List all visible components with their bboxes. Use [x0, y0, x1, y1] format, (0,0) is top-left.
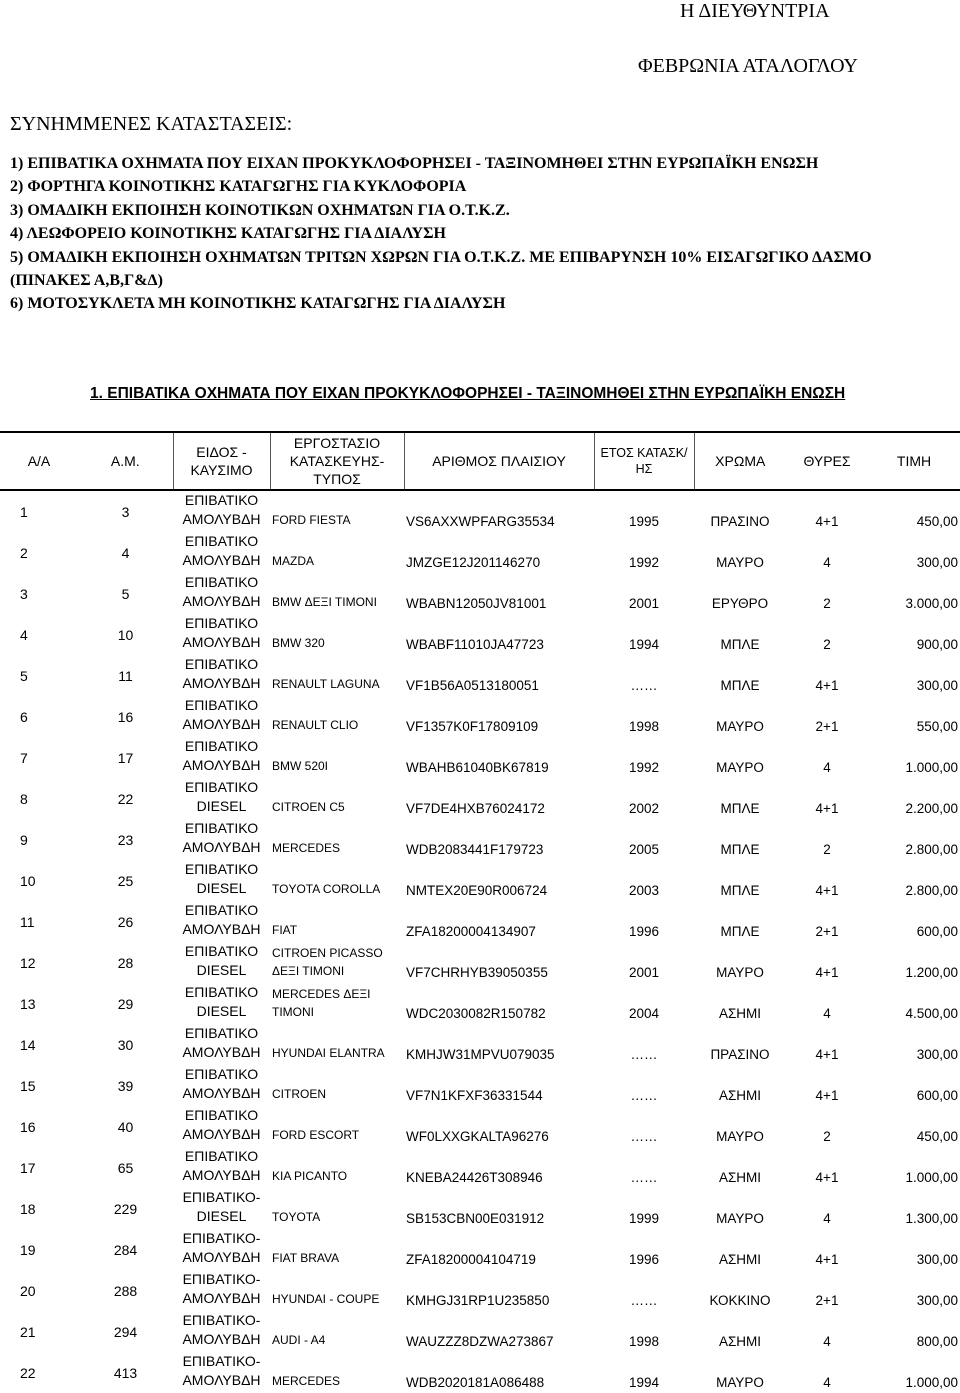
cell-fuel — [173, 901, 270, 942]
cell-price: 1.300,00 — [905, 1211, 958, 1226]
cell-doors: 4 — [823, 555, 831, 570]
cell-am: 10 — [117, 626, 134, 643]
fuel-kind: ΑΜΟΛΥΒΔΗ — [182, 1126, 261, 1142]
fuel-kind: ΑΜΟΛΥΒΔΗ — [182, 1372, 261, 1388]
fuel-kind: ΑΜΟΛΥΒΔΗ — [182, 1331, 261, 1347]
cell-color: ΜΑΥΡΟ — [716, 1375, 764, 1390]
cell-fuel — [173, 737, 270, 778]
cell-vin: WAUZZZ8DZWA273867 — [406, 1334, 554, 1349]
table-row — [0, 1270, 960, 1311]
cell-doors: 4 — [823, 1375, 831, 1390]
cell-make: BMW 520I — [272, 759, 329, 773]
cell-make: MERCEDES — [272, 841, 341, 855]
fuel-type: ΕΠΙΒΑΤΙΚΟ — [184, 492, 259, 508]
cell-price: 600,00 — [916, 1088, 958, 1103]
fuel-type: ΕΠΙΒΑΤΙΚΟ- — [182, 1271, 261, 1287]
cell-doors: 4 — [823, 1334, 831, 1349]
cell-price: 300,00 — [916, 555, 958, 570]
cell-vin: JMZGE12J201146270 — [406, 555, 541, 570]
cell-price: 2.800,00 — [905, 883, 958, 898]
cell-vin: ZFA18200004104719 — [406, 1252, 536, 1267]
fuel-kind: DIESEL — [196, 1003, 247, 1019]
cell-vin: VF1357K0F17809109 — [406, 719, 539, 734]
table-row — [0, 942, 960, 983]
cell-am: 284 — [113, 1241, 138, 1258]
cell-make: HYUNDAI ELANTRA — [272, 1046, 385, 1060]
cell-price: 800,00 — [916, 1334, 958, 1349]
cell-make: CITROEN PICASSO ΔΕΞΙ ΤΙΜΟΝΙ — [272, 946, 383, 978]
cell-price: 2.800,00 — [905, 842, 958, 857]
cell-make: HYUNDAI - COUPE — [272, 1292, 380, 1306]
cell-vin: VS6AXXWPFARG35534 — [406, 514, 555, 529]
cell-aa: 16 — [20, 1118, 36, 1135]
fuel-type: ΕΠΙΒΑΤΙΚΟ — [184, 1107, 259, 1123]
table-row — [0, 983, 960, 1024]
header-make: ΕΡΓΟΣΤΑΣΙΟ ΚΑΤΑΣΚΕΥΗΣ- ΤΥΠΟΣ — [270, 432, 404, 490]
cell-aa: 15 — [20, 1077, 36, 1094]
header-fuel: ΕΙΔΟΣ - ΚΑΥΣΙΜΟ — [173, 432, 270, 490]
signature-title: Η ΔΙΕΥΘΥΝΤΡΙΑ — [680, 0, 830, 22]
cell-price: 300,00 — [916, 1252, 958, 1267]
fuel-kind: ΑΜΟΛΥΒΔΗ — [182, 634, 261, 650]
cell-aa: 22 — [20, 1364, 36, 1381]
cell-year: 2003 — [628, 883, 660, 898]
cell-am: 23 — [117, 831, 134, 848]
fuel-type: ΕΠΙΒΑΤΙΚΟ — [184, 533, 259, 549]
cell-make: CITROEN — [272, 1087, 326, 1101]
cell-year: …… — [630, 1088, 658, 1103]
cell-make: BMW ΔΕΞΙ ΤΙΜΟΝΙ — [272, 595, 377, 609]
cell-price: 3.000,00 — [905, 596, 958, 611]
attachment-item: 3) ΟΜΑΔΙΚΗ ΕΚΠΟΙΗΣΗ ΚΟΙΝΟΤΙΚΩΝ ΟΧΗΜΑΤΩΝ ΓΙΑ Ο.Τ.Κ.Ζ. — [10, 201, 510, 219]
cell-color: ΠΡΑΣΙΝΟ — [710, 514, 770, 529]
cell-fuel — [173, 490, 270, 532]
cell-doors: 4+1 — [815, 801, 839, 816]
cell-make: MERCEDES ΔΕΞΙ ΤΙΜΟΝΙ — [272, 987, 371, 1019]
cell-doors: 2+1 — [815, 719, 839, 734]
table-row — [0, 1352, 960, 1393]
cell-aa: 8 — [20, 790, 28, 807]
cell-make: RENAULT CLIO — [272, 718, 359, 732]
cell-make: TOYOTA COROLLA — [272, 882, 381, 896]
cell-fuel — [173, 942, 270, 983]
fuel-kind: ΑΜΟΛΥΒΔΗ — [182, 1044, 261, 1060]
cell-color: ΜΠΛΕ — [720, 883, 760, 898]
cell-aa: 20 — [20, 1282, 36, 1299]
cell-aa: 19 — [20, 1241, 36, 1258]
cell-vin: VF7DE4HXB76024172 — [406, 801, 545, 816]
cell-doors: 4+1 — [815, 1088, 839, 1103]
cell-fuel — [173, 1024, 270, 1065]
cell-year: 1994 — [628, 1375, 660, 1390]
table-row — [0, 1024, 960, 1065]
cell-color: ΜΑΥΡΟ — [716, 965, 764, 980]
fuel-type: ΕΠΙΒΑΤΙΚΟ — [184, 1025, 259, 1041]
cell-am: 229 — [113, 1200, 138, 1217]
cell-color: ΜΑΥΡΟ — [716, 1211, 764, 1226]
cell-color: ΜΑΥΡΟ — [716, 1129, 764, 1144]
cell-doors: 4 — [823, 1006, 831, 1021]
table-body — [0, 490, 960, 1393]
cell-make: FORD ESCORT — [272, 1128, 360, 1142]
fuel-kind: ΑΜΟΛΥΒΔΗ — [182, 1290, 261, 1306]
cell-make: TOYOTA — [272, 1210, 321, 1224]
cell-fuel — [173, 819, 270, 860]
cell-color: ΜΠΛΕ — [720, 924, 760, 939]
cell-year: 1999 — [628, 1211, 660, 1226]
cell-aa: 13 — [20, 995, 36, 1012]
cell-am: 40 — [117, 1118, 134, 1135]
cell-color: ΑΣΗΜΙ — [718, 1006, 762, 1021]
cell-price: 4.500,00 — [905, 1006, 958, 1021]
cell-make: RENAULT LAGUNA — [272, 677, 380, 691]
cell-year: 1992 — [628, 555, 660, 570]
cell-aa: 3 — [20, 585, 28, 602]
cell-aa: 4 — [20, 626, 28, 643]
cell-aa: 5 — [20, 667, 28, 684]
cell-vin: WBABN12050JV81001 — [406, 596, 547, 611]
cell-aa: 7 — [20, 749, 28, 766]
cell-year: 1996 — [628, 924, 660, 939]
cell-price: 300,00 — [916, 1047, 958, 1062]
cell-am: 39 — [117, 1077, 134, 1094]
cell-fuel — [173, 655, 270, 696]
cell-year: 2002 — [628, 801, 660, 816]
table-row — [0, 1147, 960, 1188]
table-row — [0, 614, 960, 655]
cell-aa: 12 — [20, 954, 36, 971]
cell-make: KIA PICANTO — [272, 1169, 348, 1183]
fuel-kind: DIESEL — [196, 962, 247, 978]
cell-year: 1998 — [628, 1334, 660, 1349]
attachments-list — [10, 152, 950, 316]
cell-fuel — [173, 860, 270, 901]
fuel-kind: ΑΜΟΛΥΒΔΗ — [182, 921, 261, 937]
table-row — [0, 860, 960, 901]
cell-am: 413 — [113, 1364, 138, 1381]
cell-doors: 4+1 — [815, 883, 839, 898]
cell-fuel — [173, 778, 270, 819]
cell-vin: WF0LXXGKALTA96276 — [406, 1129, 549, 1144]
fuel-type: ΕΠΙΒΑΤΙΚΟ — [184, 861, 259, 877]
fuel-kind: ΑΜΟΛΥΒΔΗ — [182, 1085, 261, 1101]
cell-doors: 4+1 — [815, 678, 839, 693]
fuel-type: ΕΠΙΒΑΤΙΚΟ — [184, 656, 259, 672]
cell-color: ΜΠΛΕ — [720, 842, 760, 857]
fuel-kind: ΑΜΟΛΥΒΔΗ — [182, 511, 261, 527]
cell-color: ΑΣΗΜΙ — [718, 1088, 762, 1103]
cell-aa: 11 — [20, 913, 35, 930]
table-row — [0, 490, 960, 532]
cell-am: 294 — [113, 1323, 138, 1340]
cell-doors: 2+1 — [815, 1293, 839, 1308]
table-row — [0, 819, 960, 860]
cell-fuel — [173, 1188, 270, 1229]
cell-year: …… — [630, 1293, 658, 1308]
cell-color: ΜΑΥΡΟ — [716, 555, 764, 570]
cell-doors: 2 — [823, 1129, 831, 1144]
fuel-type: ΕΠΙΒΑΤΙΚΟ- — [182, 1312, 261, 1328]
cell-year: 1998 — [628, 719, 660, 734]
attachment-item: 2) ΦΟΡΤΗΓΑ ΚΟΙΝΟΤΙΚΗΣ ΚΑΤΑΓΩΓΗΣ ΓΙΑ ΚΥΚΛΟΦΟΡΙΑ — [10, 178, 467, 196]
table-header-row — [0, 432, 960, 490]
fuel-type: ΕΠΙΒΑΤΙΚΟ — [184, 574, 259, 590]
cell-color: ΜΠΛΕ — [720, 801, 760, 816]
cell-year: 2005 — [628, 842, 660, 857]
cell-fuel — [173, 696, 270, 737]
fuel-kind: ΑΜΟΛΥΒΔΗ — [182, 1249, 261, 1265]
cell-fuel — [173, 532, 270, 573]
cell-fuel — [173, 983, 270, 1024]
cell-am: 288 — [113, 1282, 138, 1299]
cell-make: FIAT — [272, 923, 298, 937]
cell-year: 1994 — [628, 637, 660, 652]
cell-am: 22 — [117, 790, 134, 807]
fuel-type: ΕΠΙΒΑΤΙΚΟ- — [182, 1230, 261, 1246]
vehicles-table-wrapper — [0, 431, 960, 1393]
cell-am: 4 — [121, 544, 130, 561]
cell-am: 5 — [121, 585, 130, 602]
fuel-kind: ΑΜΟΛΥΒΔΗ — [182, 716, 261, 732]
cell-am: 11 — [118, 667, 133, 684]
cell-am: 17 — [117, 749, 134, 766]
cell-make: MAZDA — [272, 554, 314, 568]
cell-fuel — [173, 614, 270, 655]
header-year: ΕΤΟΣ ΚΑΤΑΣΚ/ΗΣ — [594, 432, 694, 490]
cell-price: 300,00 — [916, 678, 958, 693]
cell-am: 3 — [121, 503, 130, 520]
cell-aa: 10 — [20, 872, 36, 889]
cell-make: FORD FIESTA — [272, 513, 351, 527]
table-row — [0, 1229, 960, 1270]
cell-make: CITROEN C5 — [272, 800, 345, 814]
attachment-item: 4) ΛΕΩΦΟΡΕΙΟ ΚΟΙΝΟΤΙΚΗΣ ΚΑΤΑΓΩΓΗΣ ΓΙΑ ΔΙΑΛΥΣΗ — [10, 225, 446, 243]
fuel-kind: ΑΜΟΛΥΒΔΗ — [182, 552, 261, 568]
cell-aa: 21 — [20, 1323, 36, 1340]
cell-am: 30 — [117, 1036, 134, 1053]
cell-doors: 4+1 — [815, 514, 839, 529]
cell-vin: SB153CBN00E031912 — [406, 1211, 545, 1226]
fuel-type: ΕΠΙΒΑΤΙΚΟ- — [182, 1189, 261, 1205]
cell-price: 550,00 — [916, 719, 958, 734]
table-row — [0, 737, 960, 778]
cell-doors: 4+1 — [815, 1252, 839, 1267]
cell-price: 600,00 — [916, 924, 958, 939]
cell-price: 1.000,00 — [905, 760, 958, 775]
fuel-kind: ΑΜΟΛΥΒΔΗ — [182, 839, 261, 855]
cell-fuel — [173, 573, 270, 614]
cell-year: 2001 — [628, 965, 660, 980]
header-vin: ΑΡΙΘΜΟΣ ΠΛΑΙΣΙΟΥ — [404, 432, 594, 490]
signature-name: ΦΕΒΡΩΝΙΑ ΑΤΑΛΟΓΛΟΥ — [638, 55, 858, 77]
table-row — [0, 696, 960, 737]
cell-aa: 1 — [20, 503, 28, 520]
cell-price: 1.000,00 — [905, 1375, 958, 1390]
fuel-type: ΕΠΙΒΑΤΙΚΟ — [184, 697, 259, 713]
cell-vin: VF1B56A0513180051 — [406, 678, 539, 693]
cell-color: ΚΟΚΚΙΝΟ — [709, 1293, 771, 1308]
cell-price: 300,00 — [916, 1293, 958, 1308]
table-row — [0, 778, 960, 819]
table-row — [0, 1065, 960, 1106]
cell-color: ΜΠΛΕ — [720, 678, 760, 693]
cell-aa: 17 — [20, 1159, 36, 1176]
cell-doors: 2+1 — [815, 924, 839, 939]
cell-price: 2.200,00 — [905, 801, 958, 816]
table-row — [0, 901, 960, 942]
vehicles-table — [0, 431, 960, 1393]
cell-aa: 6 — [20, 708, 28, 725]
cell-make: FIAT BRAVA — [272, 1251, 340, 1265]
cell-am: 28 — [117, 954, 134, 971]
cell-price: 1.200,00 — [905, 965, 958, 980]
cell-year: 2001 — [628, 596, 660, 611]
cell-am: 26 — [117, 913, 134, 930]
cell-make: AUDI - A4 — [272, 1333, 326, 1347]
cell-am: 25 — [117, 872, 134, 889]
fuel-type: ΕΠΙΒΑΤΙΚΟ — [184, 1066, 259, 1082]
header-doors: ΘΥΡΕΣ — [786, 432, 868, 490]
cell-fuel — [173, 1065, 270, 1106]
attachment-item: 1) ΕΠΙΒΑΤΙΚΑ ΟΧΗΜΑΤΑ ΠΟΥ ΕΙΧΑΝ ΠΡΟΚΥΚΛΟΦΟΡΗΣΕΙ - ΤΑΞΙΝΟΜΗΘΕΙ ΣΤΗΝ ΕΥΡΩΠΑΪΚΗ ΕΝΩΣΗ — [10, 155, 819, 172]
cell-make: BMW 320 — [272, 636, 325, 650]
fuel-type: ΕΠΙΒΑΤΙΚΟ — [184, 902, 259, 918]
fuel-type: ΕΠΙΒΑΤΙΚΟ — [184, 738, 259, 754]
cell-year: 1992 — [628, 760, 660, 775]
cell-year: 1995 — [628, 514, 660, 529]
table-row — [0, 573, 960, 614]
fuel-kind: ΑΜΟΛΥΒΔΗ — [182, 593, 261, 609]
cell-fuel — [173, 1229, 270, 1270]
cell-year: …… — [630, 678, 658, 693]
cell-vin: WBAHB61040BK67819 — [406, 760, 549, 775]
cell-doors: 2 — [823, 637, 831, 652]
table-row — [0, 1106, 960, 1147]
cell-color: ΠΡΑΣΙΝΟ — [710, 1047, 770, 1062]
cell-color: ΑΣΗΜΙ — [718, 1334, 762, 1349]
cell-am: 16 — [117, 708, 134, 725]
table-row — [0, 1311, 960, 1352]
cell-color: ΑΣΗΜΙ — [718, 1170, 762, 1185]
cell-color: ΜΑΥΡΟ — [716, 719, 764, 734]
cell-vin: KMHGJ31RP1U235850 — [406, 1293, 550, 1308]
cell-am: 29 — [117, 995, 134, 1012]
header-price: ΤΙΜΗ — [868, 432, 960, 490]
cell-doors: 4 — [823, 760, 831, 775]
attachments-heading: ΣΥΝΗΜΜΕΝΕΣ ΚΑΤΑΣΤΑΣΕΙΣ: — [10, 113, 293, 135]
cell-vin: KNEBA24426T308946 — [406, 1170, 543, 1185]
cell-doors: 4+1 — [815, 1170, 839, 1185]
cell-vin: WDB2083441F179723 — [406, 842, 544, 857]
fuel-kind: ΑΜΟΛΥΒΔΗ — [182, 757, 261, 773]
cell-vin: VF7N1KFXF36331544 — [406, 1088, 543, 1103]
cell-vin: WBABF11010JA47723 — [406, 637, 544, 652]
fuel-kind: DIESEL — [196, 1208, 247, 1224]
cell-doors: 4+1 — [815, 1047, 839, 1062]
header-aa: Α/Α — [0, 432, 78, 490]
cell-fuel — [173, 1352, 270, 1393]
fuel-type: ΕΠΙΒΑΤΙΚΟ — [184, 943, 259, 959]
fuel-type: ΕΠΙΒΑΤΙΚΟ — [184, 984, 259, 1000]
cell-year: 2004 — [628, 1006, 660, 1021]
fuel-kind: DIESEL — [196, 798, 247, 814]
fuel-kind: DIESEL — [196, 880, 247, 896]
fuel-type: ΕΠΙΒΑΤΙΚΟ — [184, 615, 259, 631]
cell-aa: 2 — [20, 544, 28, 561]
cell-fuel — [173, 1311, 270, 1352]
cell-aa: 18 — [20, 1200, 36, 1217]
table-row — [0, 655, 960, 696]
cell-fuel — [173, 1147, 270, 1188]
cell-price: 450,00 — [916, 514, 958, 529]
cell-make: MERCEDES — [272, 1374, 341, 1388]
cell-doors: 4+1 — [815, 965, 839, 980]
fuel-type: ΕΠΙΒΑΤΙΚΟ — [184, 779, 259, 795]
fuel-type: ΕΠΙΒΑΤΙΚΟ- — [182, 1353, 261, 1369]
cell-year: …… — [630, 1047, 658, 1062]
cell-vin: ZFA18200004134907 — [406, 924, 536, 939]
header-am: Α.Μ. — [78, 432, 173, 490]
cell-fuel — [173, 1106, 270, 1147]
attachment-item: 5) ΟΜΑΔΙΚΗ ΕΚΠΟΙΗΣΗ ΟΧΗΜΑΤΩΝ ΤΡΙΤΩΝ ΧΩΡΩΝ ΓΙΑ Ο.Τ.Κ.Ζ. ΜΕ ΕΠΙΒΑΡΥΝΣΗ 10% ΕΙΣΑΓΩΓΙΚΟ ΔΑΣΜΟ (ΠΙΝΑΚΕΣ Α,Β,Γ&Δ) — [10, 248, 872, 290]
header-color: ΧΡΩΜΑ — [694, 432, 786, 490]
fuel-type: ΕΠΙΒΑΤΙΚΟ — [184, 1148, 259, 1164]
cell-vin: VF7CHRHYB39050355 — [406, 965, 548, 980]
fuel-kind: ΑΜΟΛΥΒΔΗ — [182, 1167, 261, 1183]
cell-vin: WDC2030082R150782 — [406, 1006, 546, 1021]
cell-aa: 9 — [20, 831, 28, 848]
cell-vin: WDB2020181A086488 — [406, 1375, 545, 1390]
fuel-type: ΕΠΙΒΑΤΙΚΟ — [184, 820, 259, 836]
cell-year: …… — [630, 1170, 658, 1185]
cell-price: 450,00 — [916, 1129, 958, 1144]
cell-aa: 14 — [20, 1036, 36, 1053]
section-title: 1. ΕΠΙΒΑΤΙΚΑ ΟΧΗΜΑΤΑ ΠΟΥ ΕΙΧΑΝ ΠΡΟΚΥΚΛΟΦΟΡΗΣΕΙ - ΤΑΞΙΝΟΜΗΘΕΙ ΣΤΗΝ ΕΥΡΩΠΑΪΚΗ ΕΝΩΣΗ — [90, 385, 846, 402]
cell-doors: 2 — [823, 842, 831, 857]
cell-doors: 2 — [823, 596, 831, 611]
cell-doors: 4 — [823, 1211, 831, 1226]
attachment-item: 6) ΜΟΤΟΣΥΚΛΕΤΑ ΜΗ ΚΟΙΝΟΤΙΚΗΣ ΚΑΤΑΓΩΓΗΣ ΓΙΑ ΔΙΑΛΥΣΗ — [10, 295, 506, 313]
cell-vin: KMHJW31MPVU079035 — [406, 1047, 555, 1062]
cell-color: ΜΠΛΕ — [720, 637, 760, 652]
cell-color: ΕΡΥΘΡΟ — [711, 596, 769, 611]
cell-am: 65 — [117, 1159, 134, 1176]
table-row — [0, 532, 960, 573]
cell-fuel — [173, 1270, 270, 1311]
fuel-kind: ΑΜΟΛΥΒΔΗ — [182, 675, 261, 691]
cell-price: 900,00 — [916, 637, 958, 652]
cell-color: ΑΣΗΜΙ — [718, 1252, 762, 1267]
table-row — [0, 1188, 960, 1229]
cell-year: …… — [630, 1129, 658, 1144]
cell-year: 1996 — [628, 1252, 660, 1267]
cell-color: ΜΑΥΡΟ — [716, 760, 764, 775]
cell-price: 1.000,00 — [905, 1170, 958, 1185]
cell-vin: NMTEX20E90R006724 — [406, 883, 548, 898]
